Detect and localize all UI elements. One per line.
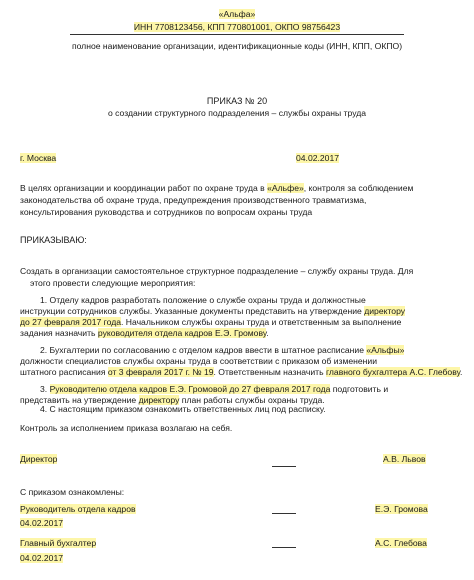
order-city: г. Москва [20,153,57,163]
director-title: Директор [20,454,58,464]
accountant-name: А.С. Глебова [375,538,427,548]
header-underline [70,34,404,35]
item2-line-2: должности специалистов службы охраны труда в соответствии с приказом об изменении [20,356,378,366]
accountant-date: 04.02.2017 [20,553,64,563]
item2-line-1: 2. Бухгалтерии по согласованию с отделом кадров ввести в штатное расписание «Альфы» [40,345,405,355]
acquainted-heading: С приказом ознакомлены: [20,487,125,497]
control-line: Контроль за исполнением приказа возлагаю на себя. [20,423,233,433]
org-ids-row [0,22,474,32]
item1-line-2: инструкции сотрудников службы. Указанные документы представить на утверждение директору [20,306,406,316]
preamble-line-1: В целях организации и координации работ по охране труда в «Альфе», контроля за соблюдением [20,183,414,193]
hr-date: 04.02.2017 [20,518,64,528]
preamble-line-3: консультирования руководства и сотрудников по вопросам охраны труда [20,207,313,217]
item1-line-1: 1. Отделу кадров разработать положение о службе охраны труда и должностные [40,295,366,305]
item4-line: 4. С настоящим приказом ознакомить ответственных лиц под расписку. [40,404,326,414]
order-title: ПРИКАЗ № 20 [206,96,268,106]
item2-line-3: штатного расписания от 3 февраля 2017 г. № 19. Ответственным назначить главного бухгалтера А.С. Глебову. [20,367,463,377]
item1-line-3: до 27 февраля 2017 года. Начальником службы охраны труда и ответственным за выполнение [20,317,402,327]
director-signature-line [272,466,296,467]
intro-line-1: Создать в организации самостоятельное структурное подразделение – службу охраны труда. Для [20,266,414,276]
director-name: А.В. Львов [383,454,426,464]
item3-line-1: 3. Руководителю отдела кадров Е.Э. Громовой до 27 февраля 2017 года подготовить и [40,384,389,394]
org-ids: ИНН 7708123456, КПП 770801001, ОКПО 98756423 [133,22,341,32]
accountant-signature-line [272,547,296,548]
intro-line-2: этого провести следующие мероприятия: [30,278,196,288]
item1-line-4: задания назначить руководителя отдела кадров Е.Э. Громову. [20,328,269,338]
preamble-line-2: законодательства об охране труда, предупреждения производственного травматизма, [20,195,367,205]
org-name: «Альфа» [218,9,256,19]
org-name-row [0,9,474,19]
header-caption: полное наименование организации, идентификационные коды (ИНН, КПП, ОКПО) [71,41,403,51]
hr-title: Руководитель отдела кадров [20,504,136,514]
hr-name: Е.Э. Громова [375,504,428,514]
decree-word: ПРИКАЗЫВАЮ: [20,235,87,245]
order-date: 04.02.2017 [296,153,340,163]
accountant-title: Главный бухгалтер [20,538,97,548]
order-subtitle: о создании структурного подразделения – службы охраны труда [107,108,367,118]
hr-signature-line [272,513,296,514]
company-highlight: «Альфе» [267,183,304,193]
item3-line-2: представить на утверждение директору план работы службы охраны труда. [20,395,325,405]
